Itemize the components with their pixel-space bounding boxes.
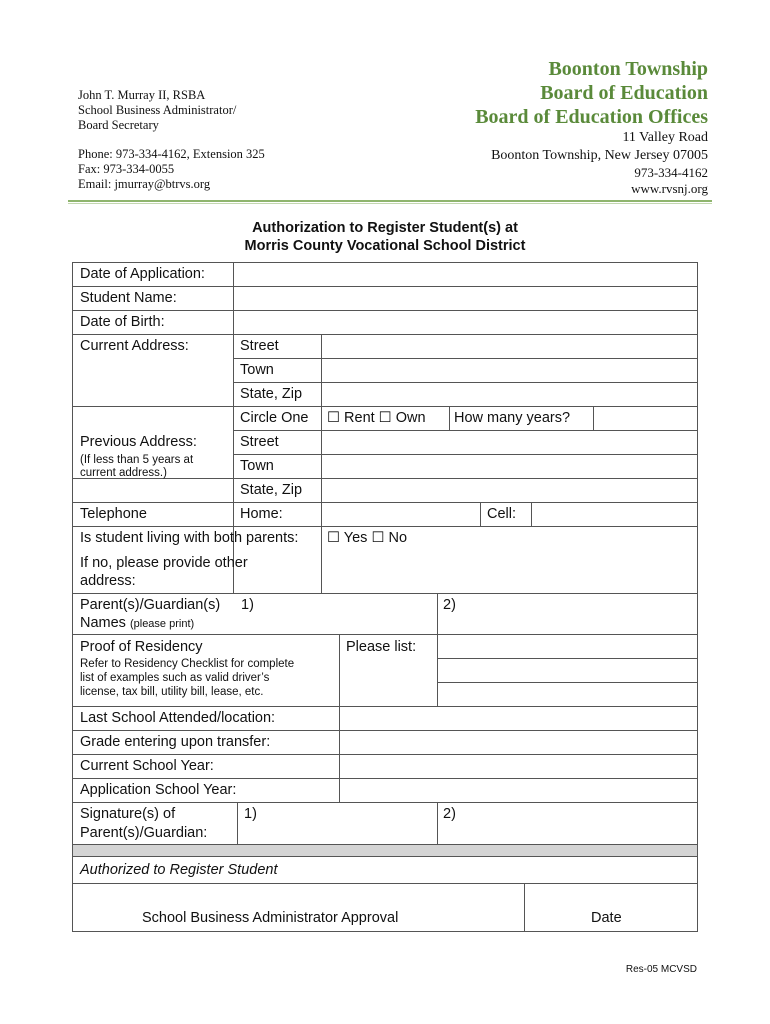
grade-entering-label: Grade entering upon transfer:	[80, 734, 271, 750]
living-with-parents-label: Is student living with both parents:	[80, 530, 299, 546]
authorized-label: Authorized to Register Student	[80, 862, 278, 878]
how-many-years-label: How many years?	[454, 410, 571, 426]
form-title-line-1: Authorization to Register Student(s) at	[252, 220, 518, 236]
signature-1-label: 1)	[244, 806, 257, 822]
last-school-label: Last School Attended/location:	[80, 710, 276, 726]
rent-own-checkboxes[interactable]: ☐ Rent ☐ Own	[327, 410, 426, 426]
guardian-names-label: Parent(s)/Guardian(s)	[80, 597, 221, 613]
admin-fax: Fax: 973-334-0055	[78, 162, 175, 176]
prev-state-zip-label: State, Zip	[240, 482, 303, 498]
district-name: Boonton Township	[548, 58, 708, 80]
district-phone: 973-334-4162	[634, 165, 708, 180]
application-school-year-label: Application School Year:	[80, 782, 237, 798]
city-state-zip: Boonton Township, New Jersey 07005	[491, 148, 708, 163]
other-address-label-2: address:	[80, 573, 136, 589]
prev-town-label: Town	[240, 458, 274, 474]
date-of-application-label: Date of Application:	[80, 266, 205, 282]
signature-label-2: Parent(s)/Guardian:	[80, 825, 208, 841]
header-rule	[68, 200, 712, 202]
cell-phone-label: Cell:	[487, 506, 517, 522]
form-title	[0, 219, 770, 255]
street-label: Street	[240, 338, 279, 354]
other-address-label: If no, please provide other	[80, 555, 248, 571]
signature-label: Signature(s) of	[80, 806, 176, 822]
home-phone-label: Home:	[240, 506, 283, 522]
proof-note-2: list of examples such as valid driver’s	[80, 672, 270, 684]
proof-of-residency-label: Proof of Residency	[80, 639, 203, 655]
admin-email: Email: jmurray@btrvs.org	[78, 177, 211, 191]
district-letterhead	[475, 57, 708, 197]
street-address: 11 Valley Road	[622, 130, 708, 145]
proof-note-3: license, tax bill, utility bill, lease, etc.	[80, 686, 264, 698]
header-rule-thin	[68, 203, 712, 204]
current-school-year-label: Current School Year:	[80, 758, 214, 774]
admin-title-2: Board Secretary	[78, 118, 159, 132]
telephone-label: Telephone	[80, 506, 147, 522]
shaded-separator	[72, 844, 698, 856]
state-zip-label: State, Zip	[240, 386, 303, 402]
admin-phone: Phone: 973-334-4162, Extension 325	[78, 147, 265, 161]
town-label: Town	[240, 362, 274, 378]
prev-street-label: Street	[240, 434, 279, 450]
date-label: Date	[591, 910, 622, 926]
student-name-label: Student Name:	[80, 290, 177, 306]
admin-name: John T. Murray II, RSBA	[78, 88, 206, 102]
current-address-label: Current Address:	[80, 338, 189, 354]
form-title-line-2: Morris County Vocational School District	[244, 238, 526, 254]
guardian-names-label-2	[80, 615, 194, 633]
yes-no-checkboxes[interactable]: ☐ Yes ☐ No	[327, 530, 408, 546]
sba-approval-label: School Business Administrator Approval	[142, 910, 399, 926]
registration-form	[72, 262, 698, 932]
please-list-label: Please list:	[346, 639, 417, 655]
previous-address-label: Previous Address:	[80, 434, 197, 450]
previous-address-note: (If less than 5 years at	[80, 454, 194, 466]
proof-note: Refer to Residency Checklist for complete	[80, 658, 295, 670]
signature-2-label: 2)	[443, 806, 456, 822]
guardian-2-label: 2)	[443, 597, 456, 613]
circle-one-label: Circle One	[240, 410, 309, 426]
board-name: Board of Education	[540, 82, 708, 104]
administrator-contact	[78, 88, 265, 192]
district-website: www.rvsnj.org	[631, 181, 708, 196]
date-of-birth-label: Date of Birth:	[80, 314, 165, 330]
please-print-note: (please print)	[129, 618, 195, 630]
names-text: Names	[80, 615, 126, 631]
previous-address-note-2: current address.)	[80, 467, 167, 479]
form-code: Res-05 MCVSD	[625, 964, 697, 975]
offices-name: Board of Education Offices	[475, 106, 708, 128]
guardian-1-label: 1)	[241, 597, 254, 613]
admin-title: School Business Administrator/	[78, 103, 237, 117]
